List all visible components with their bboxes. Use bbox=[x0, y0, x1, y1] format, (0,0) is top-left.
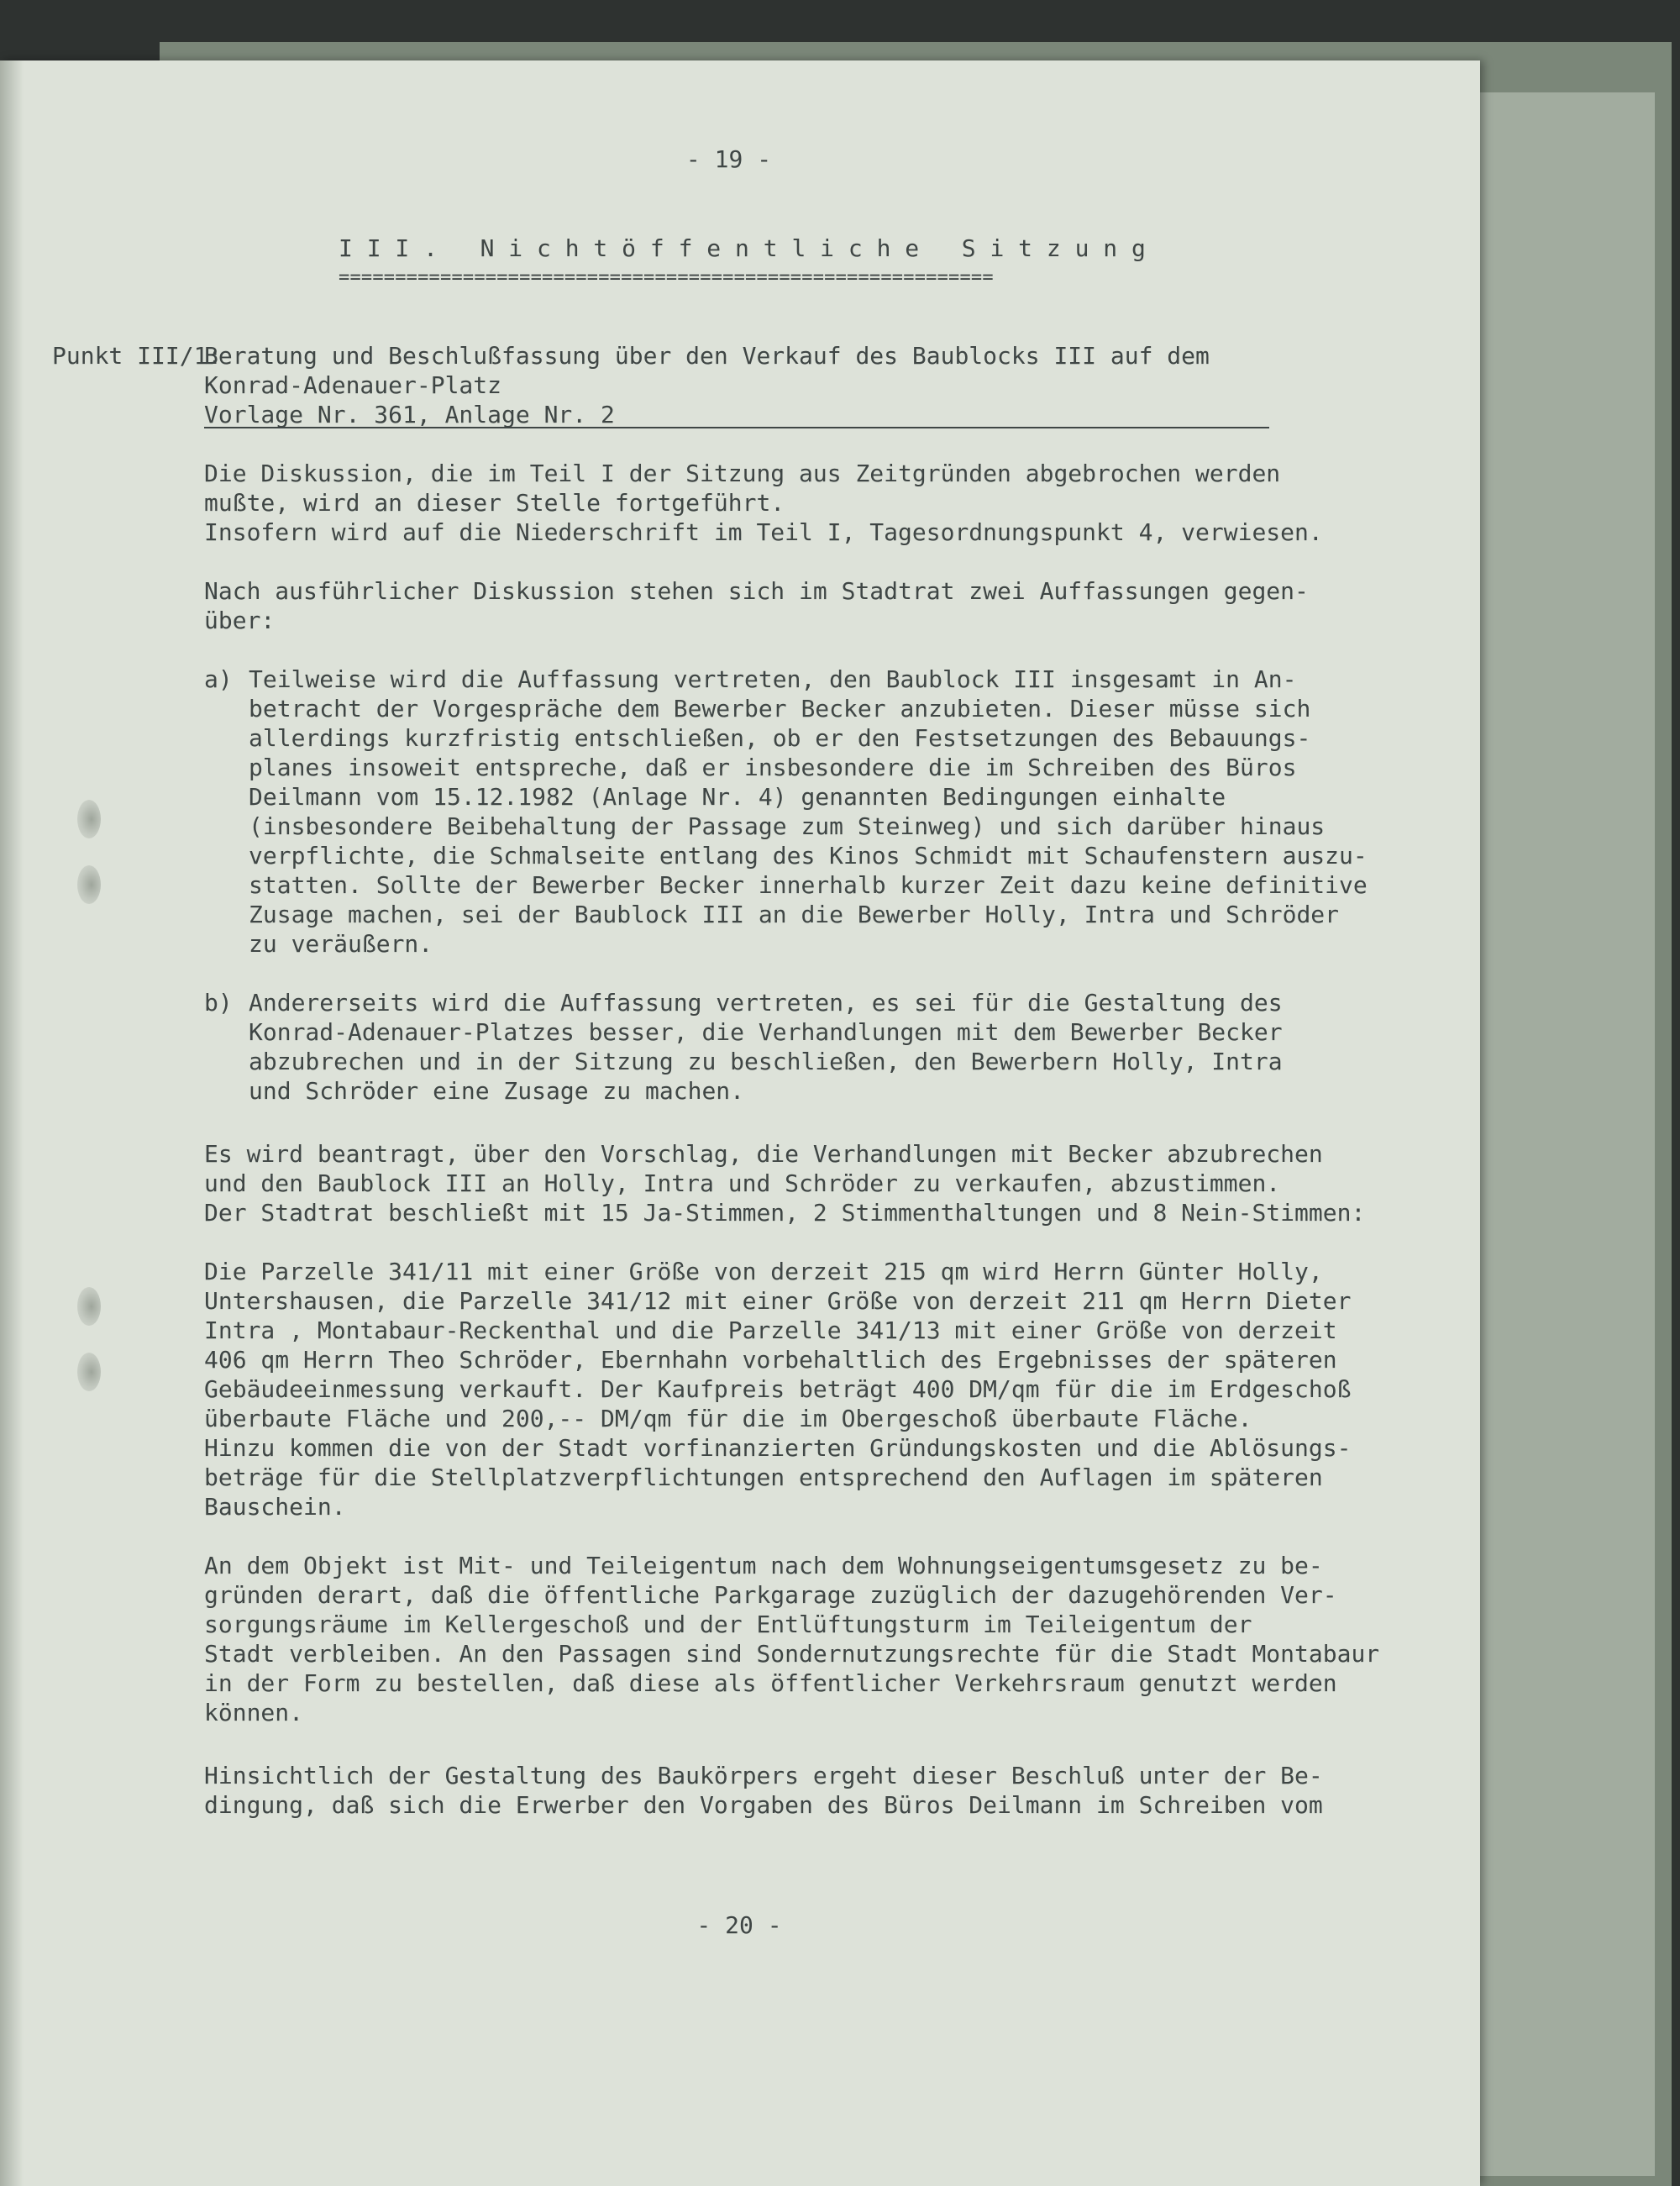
paragraph-line: überbaute Fläche und 200,-- DM/qm für die im Obergeschoß überbaute Fläche. bbox=[204, 1405, 1252, 1432]
paragraph-line: Die Parzelle 341/11 mit einer Größe von derzeit 215 qm wird Herrn Günter Holly, bbox=[204, 1258, 1323, 1285]
paragraph-line: Hinsichtlich der Gestaltung des Baukörpers ergeht dieser Beschluß unter der Be- bbox=[204, 1762, 1323, 1789]
punch-hole bbox=[77, 1353, 101, 1391]
paragraph-line: sorgungsräume im Kellergeschoß und der Entlüftungsturm im Teileigentum der bbox=[204, 1611, 1252, 1638]
option-a-line: Deilmann vom 15.12.1982 (Anlage Nr. 4) genannten Bedingungen einhalte bbox=[249, 783, 1226, 811]
paragraph-line: in der Form zu bestellen, daß diese als öffentlicher Verkehrsraum genutzt werden bbox=[204, 1669, 1337, 1697]
paragraph-line: Es wird beantragt, über den Vorschlag, die Verhandlungen mit Becker abzubrechen bbox=[204, 1140, 1323, 1168]
paragraph-line: Stadt verbleiben. An den Passagen sind Sondernutzungsrechte für die Stadt Montabaur bbox=[204, 1640, 1380, 1668]
option-a-line: betracht der Vorgespräche dem Bewerber Becker anzubieten. Dieser müsse sich bbox=[249, 695, 1311, 723]
option-a-line: statten. Sollte der Bewerber Becker innerhalb kurzer Zeit dazu keine definitive bbox=[249, 871, 1368, 899]
paragraph-line: und den Baublock III an Holly, Intra und Schröder zu verkaufen, abzustimmen. bbox=[204, 1169, 1281, 1197]
option-b-line: und Schröder eine Zusage zu machen. bbox=[249, 1077, 745, 1105]
paragraph-line: Untershausen, die Parzelle 341/12 mit einer Größe von derzeit 211 qm Herrn Dieter bbox=[204, 1287, 1352, 1315]
paragraph-line: Nach ausführlicher Diskussion stehen sich im Stadtrat zwei Auffassungen gegen- bbox=[204, 577, 1309, 605]
punch-hole bbox=[77, 865, 101, 904]
option-a-line: verpflichte, die Schmalseite entlang des Kinos Schmidt mit Schaufenstern auszu- bbox=[249, 842, 1368, 870]
agenda-item-title-line: Beratung und Beschlußfassung über den Verkauf des Baublocks III auf dem bbox=[204, 342, 1210, 370]
paragraph-line: Gebäudeeinmessung verkauft. Der Kaufpreis beträgt 400 DM/qm für die im Erdgeschoß bbox=[204, 1375, 1352, 1403]
binder-inner-board bbox=[1470, 92, 1655, 2176]
option-a-line: zu veräußern. bbox=[249, 930, 433, 958]
paragraph-line: können. bbox=[204, 1699, 304, 1726]
option-a-marker: a) bbox=[204, 665, 233, 693]
option-b-line: Konrad-Adenauer-Platzes besser, die Verhandlungen mit dem Bewerber Becker bbox=[249, 1018, 1283, 1046]
punch-hole bbox=[77, 800, 101, 838]
page-number-top: - 19 - bbox=[685, 145, 772, 173]
agenda-item-title-line: Vorlage Nr. 361, Anlage Nr. 2 bbox=[204, 401, 615, 428]
option-a-line: (insbesondere Beibehaltung der Passage zum Steinweg) und sich darüber hinaus bbox=[249, 812, 1326, 840]
option-a-line: Zusage machen, sei der Baublock III an die Bewerber Holly, Intra und Schröder bbox=[249, 901, 1340, 928]
option-a-line: allerdings kurzfristig entschließen, ob er den Festsetzungen des Bebauungs- bbox=[249, 724, 1311, 752]
agenda-item-title-line: Konrad-Adenauer-Platz bbox=[204, 371, 502, 399]
section-heading: I I I . N i c h t ö f f e n t l i c h e S i t z u n g bbox=[339, 234, 1146, 262]
paragraph-line: Insofern wird auf die Niederschrift im Teil I, Tagesordnungspunkt 4, verwiesen. bbox=[204, 518, 1323, 546]
option-a-line: planes insoweit entspreche, daß er insbesondere die im Schreiben des Büros bbox=[249, 754, 1297, 781]
option-b-line: Andererseits wird die Auffassung vertreten, es sei für die Gestaltung des bbox=[249, 989, 1283, 1017]
paragraph-line: beträge für die Stellplatzverpflichtungen entsprechend den Auflagen im späteren bbox=[204, 1463, 1323, 1491]
page-number-bottom: - 20 - bbox=[696, 1911, 782, 1939]
paragraph-line: Bauschein. bbox=[204, 1493, 346, 1521]
paragraph-line: An dem Objekt ist Mit- und Teileigentum nach dem Wohnungseigentumsgesetz zu be- bbox=[204, 1552, 1323, 1579]
section-heading-underline: ========================================================== bbox=[339, 267, 994, 288]
option-b-marker: b) bbox=[204, 989, 233, 1017]
option-a-line: Teilweise wird die Auffassung vertreten, den Baublock III insgesamt in An- bbox=[249, 665, 1297, 693]
paragraph-line: dingung, daß sich die Erwerber den Vorgaben des Büros Deilmann im Schreiben vom bbox=[204, 1791, 1323, 1819]
page-edge-shadow bbox=[0, 60, 24, 2186]
option-b-line: abzubrechen und in der Sitzung zu beschließen, den Bewerbern Holly, Intra bbox=[249, 1048, 1283, 1075]
paragraph-line: Hinzu kommen die von der Stadt vorfinanzierten Gründungskosten und die Ablösungs- bbox=[204, 1434, 1352, 1462]
paragraph-line: Intra , Montabaur-Reckenthal und die Parzelle 341/13 mit einer Größe von derzeit bbox=[204, 1316, 1337, 1344]
paragraph-line: Die Diskussion, die im Teil I der Sitzung aus Zeitgründen abgebrochen werden bbox=[204, 460, 1281, 487]
paragraph-line: Der Stadtrat beschließt mit 15 Ja-Stimmen, 2 Stimmenthaltungen und 8 Nein-Stimmen: bbox=[204, 1199, 1366, 1227]
agenda-item-label: Punkt III/1: bbox=[52, 342, 223, 370]
paragraph-line: gründen derart, daß die öffentliche Parkgarage zuzüglich der dazugehörenden Ver- bbox=[204, 1581, 1337, 1609]
punch-hole bbox=[77, 1287, 101, 1326]
paragraph-line: 406 qm Herrn Theo Schröder, Ebernhahn vorbehaltlich des Ergebnisses der späteren bbox=[204, 1346, 1337, 1374]
paragraph-line: mußte, wird an dieser Stelle fortgeführt. bbox=[204, 489, 785, 517]
agenda-item-underline bbox=[204, 427, 1269, 428]
paragraph-line: über: bbox=[204, 607, 276, 634]
